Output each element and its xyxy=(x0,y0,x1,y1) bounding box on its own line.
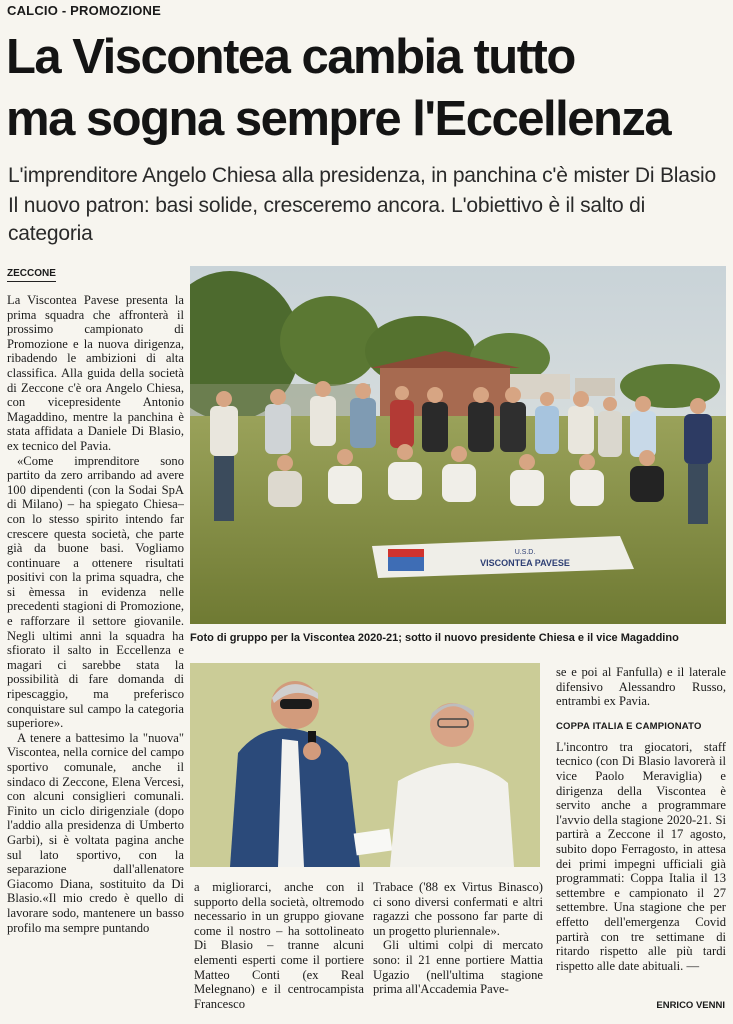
article-column-4 xyxy=(556,665,726,995)
headline-line-1: La Viscontea cambia tutto xyxy=(6,30,575,84)
article-paragraph: se e poi al Fanfulla) e il laterale difensivo Alessandro Russo, entrambi ex Pavia. xyxy=(556,665,726,709)
banner-line-2: VISCONTEA PAVESE xyxy=(480,558,570,568)
section-label: CALCIO - PROMOZIONE xyxy=(7,3,162,18)
article-paragraph: Trabace ('88 ex Virtus Binasco) ci sono diversi confermati e altri ragazzi che possono far parte di un progetto pluriennale». xyxy=(373,880,543,938)
article-column-3 xyxy=(373,880,543,1015)
byline: ZECCONE xyxy=(7,268,56,282)
article-column-2 xyxy=(194,880,364,1015)
article-column-1 xyxy=(7,293,184,1019)
article-paragraph: L'incontro tra giocatori, staff tecnico (con Di Blasio lavorerà il vice Paolo Meraviglia) e dirigenza della Viscontea è servito anche a programmare l'avvio della stagione 2020-21. Si partirà a Zeccone il 17 agosto, subito dopo Ferragosto, in attesa dei primi impegni ufficiali già programmati: Coppa Italia il 13 settembre e campionato il 27 settembre. Una stagione che per effetto dell'emergenza Covid partirà con tre settimane di ritardo rispetto alle più tardi rispetto alle date abituali. — xyxy=(556,739,726,973)
headline-line-2: ma sogna sempre l'Eccellenza xyxy=(6,92,671,146)
article-paragraph: «Come imprenditore sono partito da zero arribando ad avere 100 dipendenti (con la Sodai SpA di Milano) – ha spiegato Chiesa– con lo stesso spirito intendo far crescere questa società, che parte già da buone basi. Vogliamo continuare a ottenere risultati positivi con la prima squadra, che si èmessa in evidenza nelle precedenti stagioni di Promozione, e rafforzare il settore giovanile. Negli ultimi anni la squadra ha sfiorato il salto in Eccellenza e magari ci sarebbe stata la possibilità di fare domanda di ripescaggio, ma preferisco conquistare sul campo la categoria superiore». xyxy=(7,453,184,731)
president-photo xyxy=(190,663,540,867)
article-paragraph: La Viscontea Pavese presenta la prima squadra che affronterà il prossimo campionato di Promozione e la nuova dirigenza, ribadendo le ambizioni di alta classifica. Alla guida della società di Zeccone c'è ora Angelo Chiesa, con vicepresidente Antonio Magaddino, mentre la panchina è stata affidata a Daniele Di Blasio, ex tecnico del Pavia. xyxy=(7,293,184,453)
banner-line-1: U.S.D. xyxy=(514,549,536,556)
subtitle-line-1: L'imprenditore Angelo Chiesa alla presidenza, in panchina c'è mister Di Blasio xyxy=(8,164,716,187)
team-photo xyxy=(190,266,726,624)
subtitle-line-2: Il nuovo patron: basi solide, cresceremo ancora. L'obiettivo è il salto di categoria xyxy=(8,194,646,245)
article-paragraph: a migliorarci, anche con il supporto della società, oltremodo necessario in un gruppo giovane come il nostro – ha sottolineato Di Blasio – tranne alcuni elementi esperti come il portiere Matteo Conti (ex Real Melegnano) e il centrocampista Francesco xyxy=(194,880,364,1011)
section-subheading: COPPA ITALIA E CAMPIONATO xyxy=(556,720,702,732)
article-paragraph: A tenere a battesimo la "nuova" Viscontea, nella cornice del campo sportivo comunale, anche il sindaco di Zeccone, Elena Vercesi, con alcuni consiglieri comunali. Finito un ciclo dirigenziale (dopo l'addio alla presidenza di Umberto Garbi), si è voltata pagina anche sul lato sportivo, con la separazione dall'allenatore Giacomo Diana, sostituito da Di Blasio.«Il mio credo è quello di lavorare sodo, mantenere un basso profilo ma sempre puntando xyxy=(7,730,184,935)
author-signature: ENRICO VENNI xyxy=(656,1000,725,1011)
article-paragraph: Gli ultimi colpi di mercato sono: il 21 enne portiere Mattia Ugazio (nell'ultima stagione prima all'Accademia Pave- xyxy=(373,938,543,997)
photo-caption: Foto di gruppo per la Viscontea 2020-21; sotto il nuovo presidente Chiesa e il vice Magaddino xyxy=(190,632,679,644)
